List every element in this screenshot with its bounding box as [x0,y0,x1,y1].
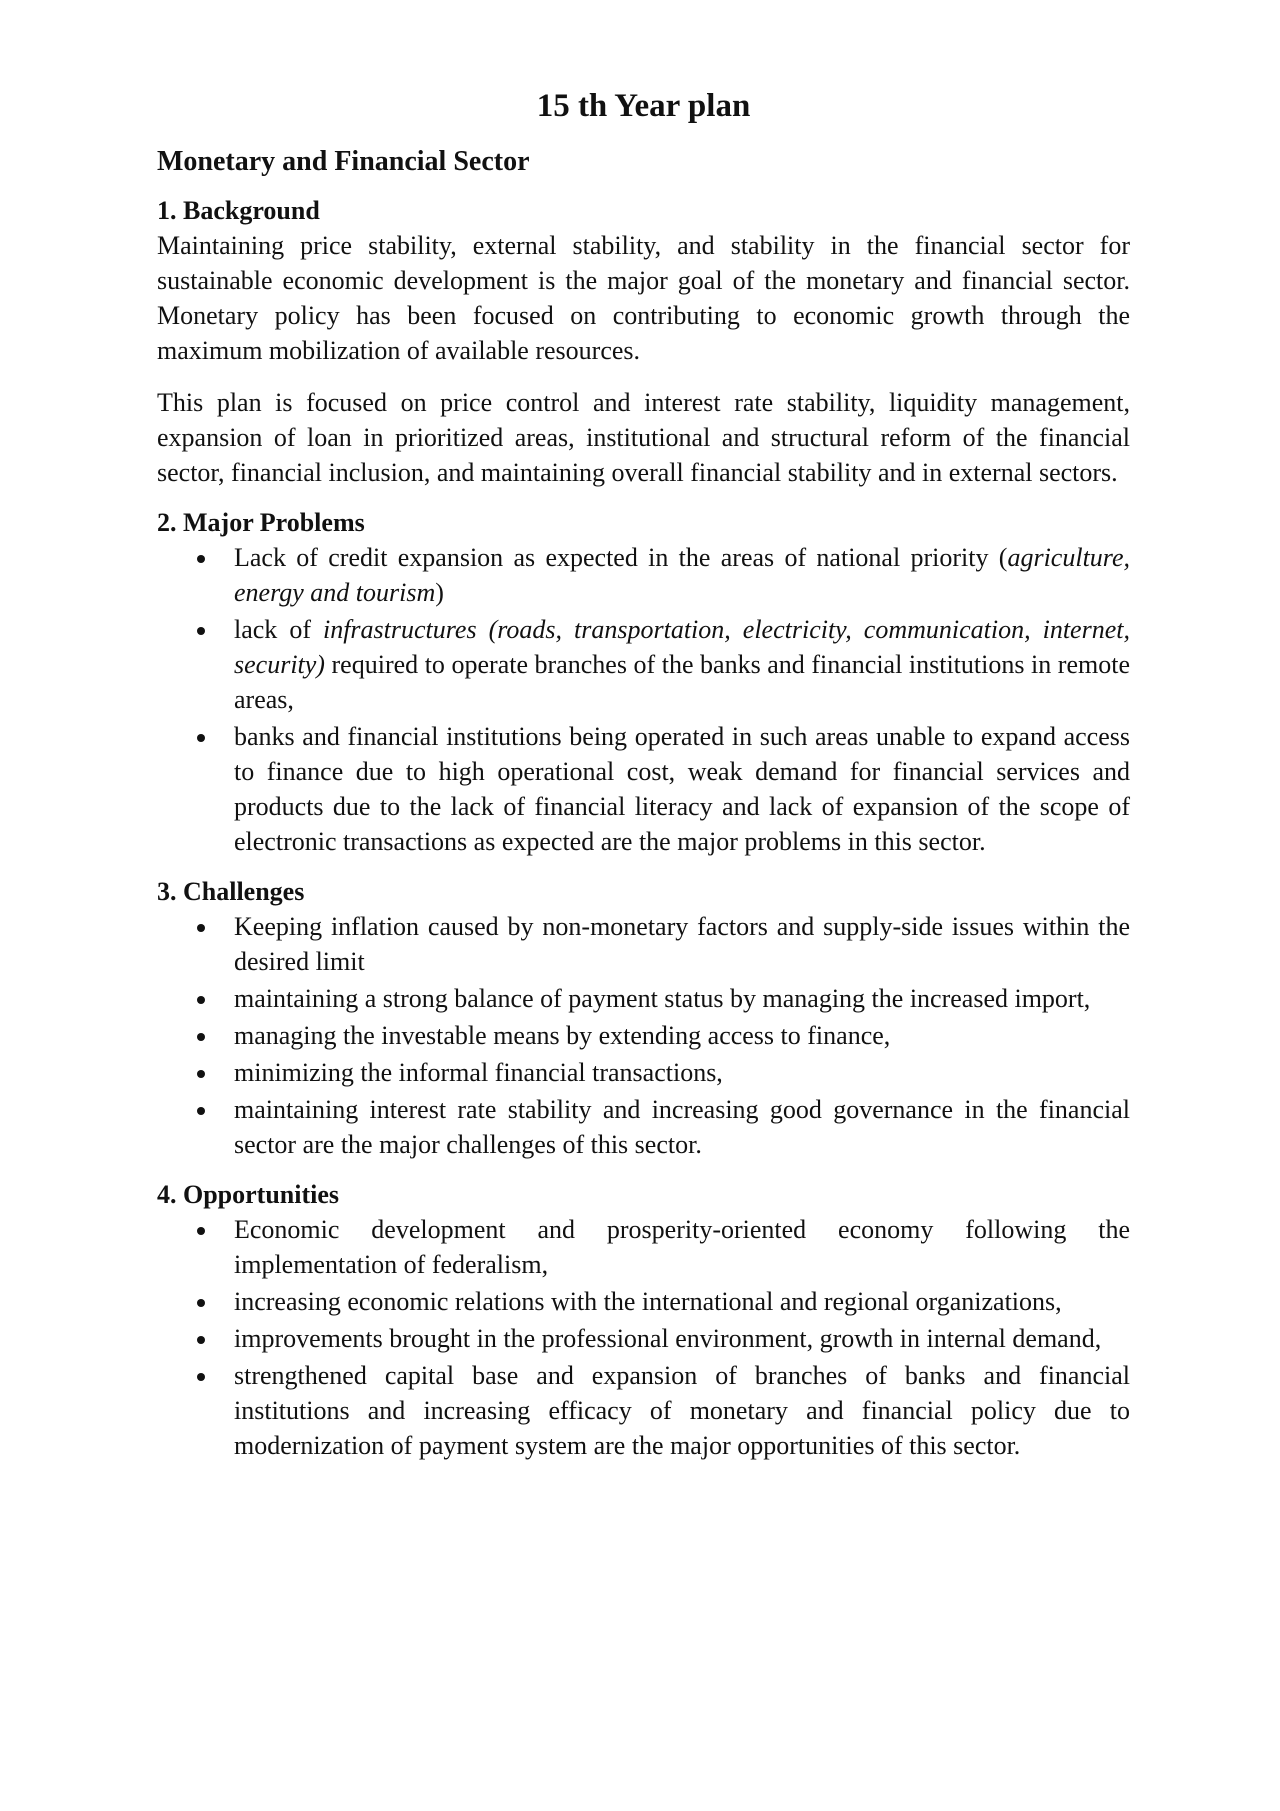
list-item [157,909,1130,979]
paragraph: Maintaining price stability, external stability, and stability in the financial sector for sustainable economic development is the major goal of the monetary and financial sector. Monetary policy has been focused on contributing to economic growth through the maximum mobilization of available resources. [157,231,1130,365]
section-heading: 2. Major Problems [157,508,365,537]
bullet-list [157,540,1130,859]
list-item-text: ) [435,578,444,607]
list-item [157,1092,1130,1162]
list-item [157,1212,1130,1282]
section-opportunities [157,1178,1130,1463]
bullet-icon [197,924,205,932]
section-heading: 3. Challenges [157,877,305,906]
bullet-list [157,1212,1130,1463]
bullet-icon [197,1336,205,1344]
section-heading: 1. Background [157,196,320,225]
bullet-icon [197,1299,205,1307]
list-item-text: maintaining a strong balance of payment status by managing the increased import, [234,984,1091,1013]
list-item-text: Economic development and prosperity-oriented economy following the implementation of federalism, [234,1215,1130,1279]
document-page [157,84,1130,1479]
bullet-icon [197,734,205,742]
list-item [157,1358,1130,1463]
bullet-icon [197,627,205,635]
list-item-text: managing the investable means by extending access to finance, [234,1021,891,1050]
list-item [157,1284,1130,1319]
bullet-icon [197,1227,205,1235]
list-item-text: strengthened capital base and expansion of branches of banks and financial institutions and increasing efficacy of monetary and financial policy due to modernization of payment system are the major opportunities of this sector. [234,1361,1130,1460]
list-item-text: improvements brought in the professional environment, growth in internal demand, [234,1324,1102,1353]
list-item-text: banks and financial institutions being operated in such areas unable to expand access to finance due to high operational cost, weak demand for financial services and products due to the lack of financial literacy and lack of expansion of the scope of electronic transactions as expected are the major problems in this sector. [234,722,1130,856]
section-background [157,194,1130,490]
bullet-icon [197,1373,205,1381]
list-item [157,719,1130,859]
list-item-text: maintaining interest rate stability and increasing good governance in the financial sector are the major challenges of this sector. [234,1095,1130,1159]
bullet-icon [197,1070,205,1078]
list-item-text: required to operate branches of the banks and financial institutions in remote areas, [234,650,1130,714]
page-subtitle: Monetary and Financial Sector [157,146,530,177]
list-item-text: Keeping inflation caused by non-monetary factors and supply-side issues within the desired limit [234,912,1130,976]
list-item-text: lack of [234,615,323,644]
paragraph: This plan is focused on price control and interest rate stability, liquidity management, expansion of loan in prioritized areas, institutional and structural reform of the financial sector, financial inclusion, and maintaining overall financial stability and in external sectors. [157,388,1130,487]
list-item [157,1018,1130,1053]
bullet-list [157,909,1130,1162]
bullet-icon [197,555,205,563]
list-item-text: Lack of credit expansion as expected in the areas of national priority ( [234,543,1008,572]
list-item-text: increasing economic relations with the international and regional organizations, [234,1287,1062,1316]
section-heading: 4. Opportunities [157,1180,340,1209]
section-challenges [157,875,1130,1162]
bullet-icon [197,1033,205,1041]
list-item-italic-text: agriculture, energy and tourism [234,543,1130,607]
list-item-text: minimizing the informal financial transactions, [234,1058,723,1087]
list-item-italic-text: infrastructures (roads, transportation, electricity, communication, internet, security) [234,615,1130,679]
list-item [157,981,1130,1016]
list-item [157,612,1130,717]
page-title: 15 th Year plan [536,88,751,124]
list-item [157,1321,1130,1356]
list-item [157,1055,1130,1090]
list-item [157,540,1130,610]
bullet-icon [197,1107,205,1115]
section-major-problems [157,506,1130,859]
bullet-icon [197,996,205,1004]
